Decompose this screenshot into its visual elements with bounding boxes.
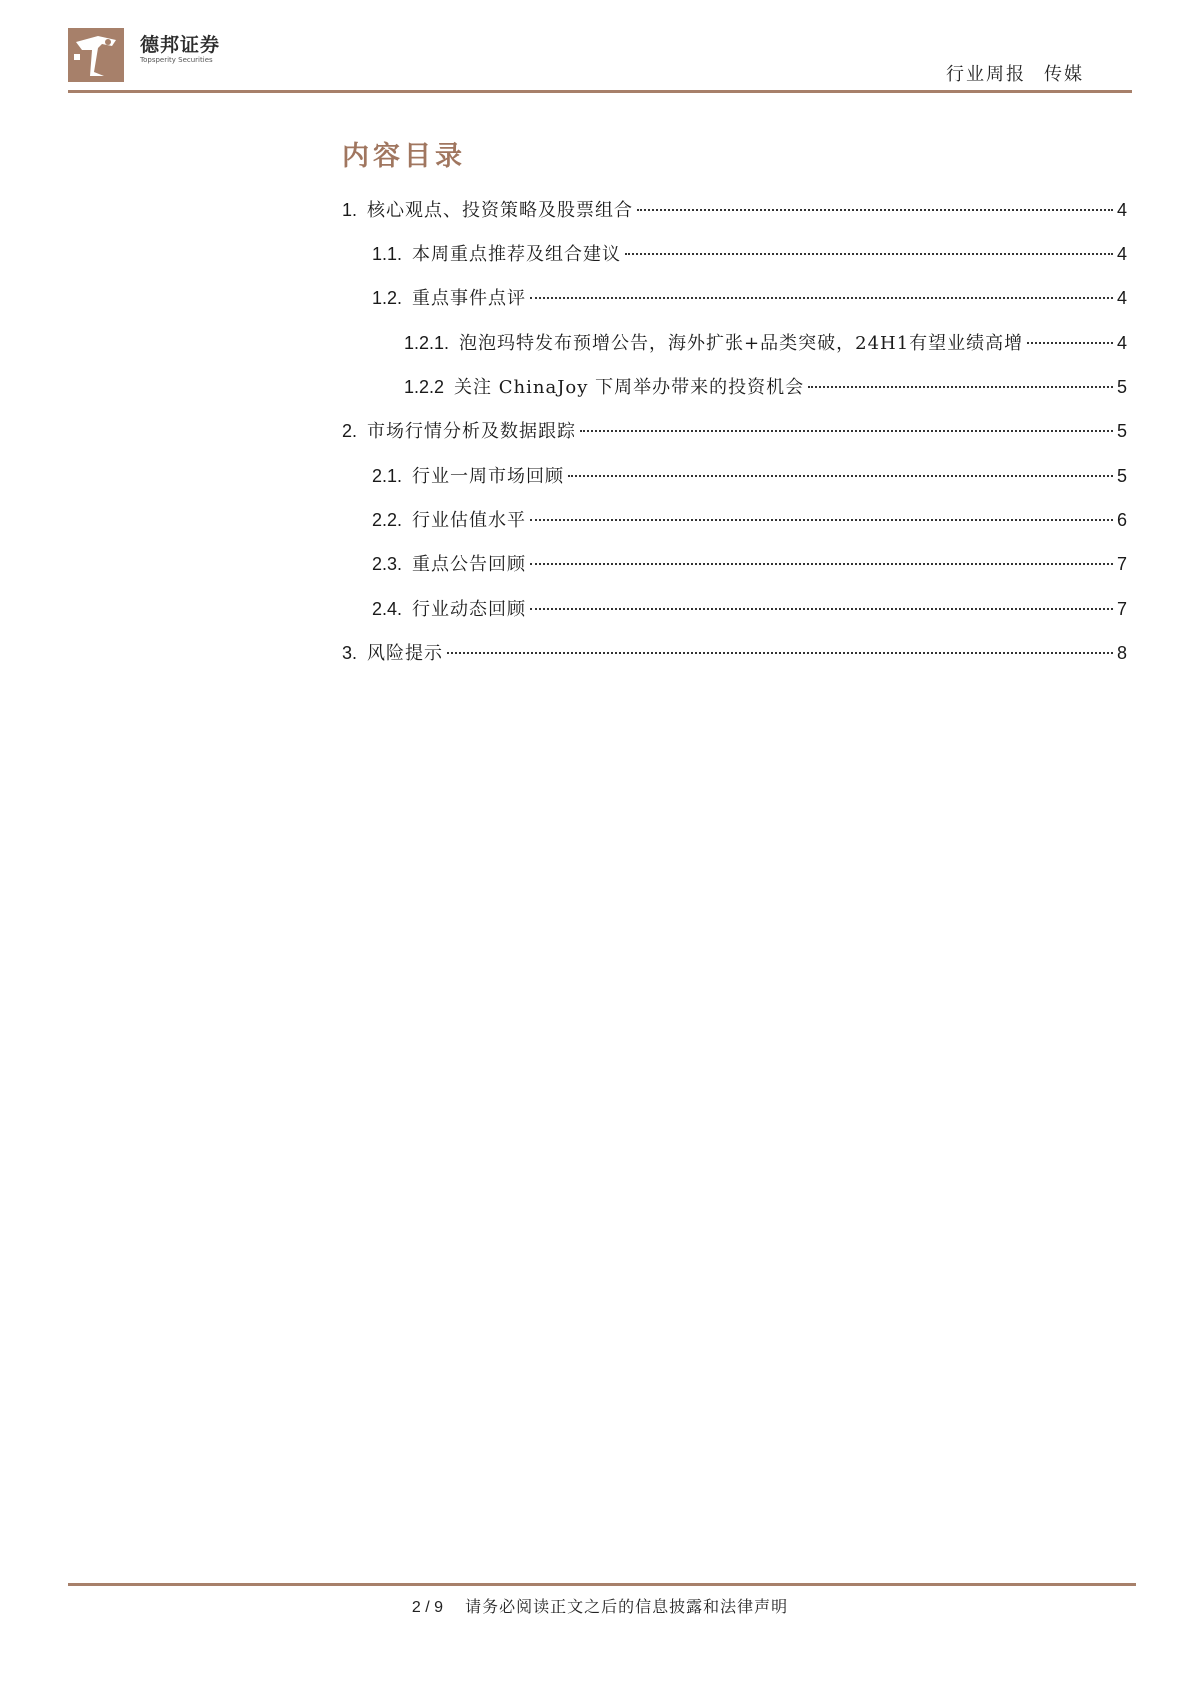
report-type: 行业周报 [946,64,1026,85]
toc-entry-title: 核心观点、投资策略及股票组合 [367,200,634,221]
toc-entry-number: 3. [342,643,358,663]
sector-label: 传媒 [1044,64,1084,85]
toc-entry-title: 行业动态回顾 [412,599,527,620]
toc-entry-number: 1.2.1. [404,333,450,353]
toc-entry-number: 2.1. [372,466,403,486]
toc-entry-page: 5 [1116,466,1127,486]
toc-leader [530,297,1113,299]
toc-entry-title: 本周重点推荐及组合建议 [412,244,622,265]
toc-leader [530,519,1113,521]
toc-entry-page: 7 [1116,599,1127,619]
logo-text: 德邦证券 [140,34,221,56]
toc-entry-page: 6 [1116,510,1127,530]
toc-entry-page: 4 [1116,200,1127,220]
logo-subtext: Topsperity Securities [140,56,213,64]
toc-entry-title: 泡泡玛特发布预增公告，海外扩张+品类突破，24H1有望业绩高增 [459,333,1024,354]
toc-entry-title: 市场行情分析及数据跟踪 [367,421,577,442]
toc-entry-number: 2. [342,421,358,441]
toc-leader [808,386,1113,388]
toc-entry[interactable] [342,284,1127,314]
toc-leader [447,652,1113,654]
toc-entry[interactable] [342,196,1127,226]
toc-entry-number: 2.3. [372,554,403,574]
toc-entry-title: 风险提示 [367,643,444,664]
toc-entry-number: 1.2.2 [404,377,445,397]
toc-entry[interactable] [342,639,1127,669]
toc-entry[interactable] [342,240,1127,270]
page-number: 2 / 9 [411,1599,444,1616]
toc-entry-page: 4 [1116,333,1127,353]
toc-entry-title: 重点事件点评 [412,288,527,309]
toc-entry-number: 1. [342,200,358,220]
toc-entry[interactable] [342,550,1127,580]
toc-leader [530,563,1113,565]
toc-leader [568,475,1113,477]
toc-entry-title: 关注 ChinaJoy 下周举办带来的投资机会 [454,377,805,398]
toc-entry-page: 5 [1116,421,1127,441]
toc-entry[interactable] [342,462,1127,492]
page-footer [0,1594,1200,1617]
page-header [68,24,1132,94]
toc-entry[interactable] [342,595,1127,625]
toc-entry-page: 5 [1116,377,1127,397]
toc-entry-page: 7 [1116,554,1127,574]
disclaimer-text: 请务必阅读正文之后的信息披露和法律声明 [465,1597,789,1616]
toc-leader [637,209,1113,211]
toc-entry-title: 行业一周市场回顾 [412,466,565,487]
toc-entry-page: 4 [1116,244,1127,264]
toc-entry-page: 4 [1116,288,1127,308]
toc-entry-number: 2.4. [372,599,403,619]
logo-icon [68,28,124,82]
toc-entry-number: 1.2. [372,288,403,308]
toc-leader [530,608,1113,610]
toc-entry-number: 1.1. [372,244,403,264]
toc-leader [580,430,1113,432]
toc-entry[interactable] [342,417,1127,447]
toc-leader [1027,342,1113,344]
toc-entry[interactable] [342,506,1127,536]
toc-leader [625,253,1113,255]
toc-entry[interactable] [342,373,1127,403]
toc-entry-title: 重点公告回顾 [412,554,527,575]
header-divider [68,90,1132,93]
toc-entry[interactable] [342,329,1127,359]
toc-title: 内容目录 [342,141,466,172]
toc-entry-page: 8 [1116,643,1127,663]
toc-entry-number: 2.2. [372,510,403,530]
footer-divider [68,1583,1136,1586]
toc-entry-title: 行业估值水平 [412,510,527,531]
header-category [946,60,1084,86]
